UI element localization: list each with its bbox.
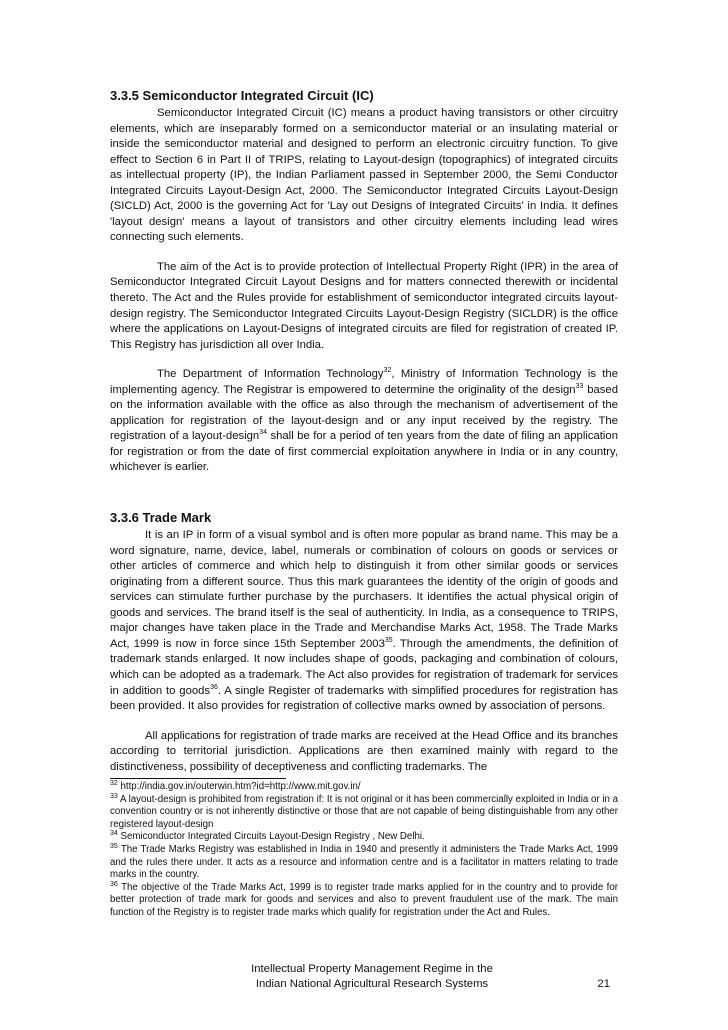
footer-line: Intellectual Property Management Regime in the [251,963,493,975]
footer-title [232,962,512,992]
footnote-text: Semiconductor Integrated Circuits Layout-Design Registry , New Delhi. [117,831,425,843]
paragraph-text: shall be for a period of ten years from the date of filing an application for registration or from the date of first commercial exploitation anywhere in India or in any country, whichever is earlier. [110,430,618,474]
paragraph [110,367,618,476]
footnote-text: The Trade Marks Registry was established in India in 1940 and presently it administers the Trade Marks Act, 1999 and the rules there under. It acts as a resource and information centre and is a facilitator in matters relating to trade marks in the country. [110,843,618,881]
footnote-text: A layout-design is prohibited from registration if: It is not original or it has been commercially exploited in India or in a convention country or is not inherently distinctive or those that are not capable of being distinguishable from any other registered layout-design [110,793,618,830]
main-body [110,88,618,789]
paragraph: The aim of the Act is to provide protection of Intellectual Property Right (IPR) in the area of Semiconductor Integrated Circuit Layout Designs and for matters connected therewith or incidental thereto. The Act and the Rules provide for establishment of semiconductor integrated circuits layout-design registry. The Semiconductor Integrated Circuits Layout-Design Registry (SICLDR) is the office where the applications on Layout-Designs of integrated circuits are filed for registration of created IP. This Registry has jurisdiction all over India. [110,260,618,351]
footnote-text: http://india.gov.in/outerwin.htm?id=http://www.mit.gov.in/ [117,781,361,792]
footnote [110,781,618,794]
footnote-ref: 32 [383,367,392,375]
footnote-text: The objective of the Trade Marks Act, 1999 is to register trade marks applied for in the country and to provide for better protection of trade mark for goods and services and also to prevent fraudulent use of the mark. The main function of the Registry is to register trade marks which qualify for registration under the Act and Rules. [110,881,618,918]
paragraph: All applications for registration of trade marks are received at the Head Office and its branches according to territorial jurisdiction. Applications are then examined mainly with regard to the distinctiveness, possibility of deceptiveness and conflicting trademarks. The [110,729,618,773]
footnote-ref: 35 [384,637,393,645]
footnote-number: 35 [110,842,118,850]
page-number: 21 [597,978,610,990]
section-spacer [110,490,618,510]
footnote-number: 32 [110,779,118,787]
footnotes [110,781,618,920]
paragraph-text: , Ministry of Information Technology is the implementing agency. The Registrar is empowered to determine the originality of the design [110,368,618,396]
footnote-number: 33 [110,792,118,800]
paragraph: Semiconductor Integrated Circuit (IC) means a product having transistors or other circuitry elements, which are inseparably formed on a semiconductor material or an insulating material or inside the semiconductor material and designed to perform an electronic circuitry function. To give effect to Section 6 in Part II of TRIPS, relating to Layout-design (topographics) of integrated circuits as intellectual property (IP), the Indian Parliament passed in September 2000, the Semi Conductor Integrated Circuits Layout-Design Act, 2000. The Semiconductor Integrated Circuits Layout-Design (SICLD) Act, 2000 is the governing Act for 'Lay out Designs of Integrated Circuits' in India. It defines 'layout design' means a layout of transistors and other circuitry elements including lead wires connecting such elements. [110,107,618,244]
footer-line: Indian National Agricultural Research Systems [255,978,489,990]
paragraph [110,528,618,715]
footnote [110,794,618,832]
section-heading-semiconductor-ic: 3.3.5 Semiconductor Integrated Circuit (IC) [110,88,374,103]
footnote-ref: 34 [259,429,267,437]
footnote-divider [110,778,286,779]
footnote-ref: 36 [210,683,218,691]
footnote-number: 34 [110,830,118,838]
footnote [110,844,618,882]
section-heading-trade-mark: 3.3.6 Trade Mark [110,510,212,526]
footnote [110,882,618,920]
paragraph-text: based on the information available with the office as also through the mechanism of advertisement of the application for registration of the layout-design and or any input received by the registry. The registration of a layout-design [110,383,618,443]
paragraph-text: . Through the amendments, the definition of trademark stands enlarged. It now includes shape of goods, packaging and combination of colours, which can be adopted as a trademark. The Act also provides for registration of trademark for services in addition to goods [110,637,618,697]
paragraph-text: The Department of Information Technology [157,368,384,381]
paragraph-text: It is an IP in form of a visual symbol and is often more popular as brand name. This may be a word signature, name, device, label, numerals or combination of colours on goods or services or other articles of commerce and which help to distinguish it from other similar goods or services originating from a different source. Thus this mark guarantees the identity of the origin of goods and services can stimulate further purchase by the purchasers. It identifies the actual physical origin of goods and services. The brand itself is the seal of authenticity. In India, as a consequence to TRIPS, major changes have taken place in the Trade and Merchandise Marks Act, 1958. The Trade Marks Act, 1999 is now in force since 15th September 2003 [110,529,618,650]
page-footer [110,962,618,994]
footnote [110,831,618,844]
footnote-number: 36 [110,880,118,888]
paragraph-text: . A single Register of trademarks with simplified procedures for registration has been provided. It also provides for registration of collective marks owned by association of persons. [110,684,618,713]
footnote-ref: 33 [575,382,584,390]
